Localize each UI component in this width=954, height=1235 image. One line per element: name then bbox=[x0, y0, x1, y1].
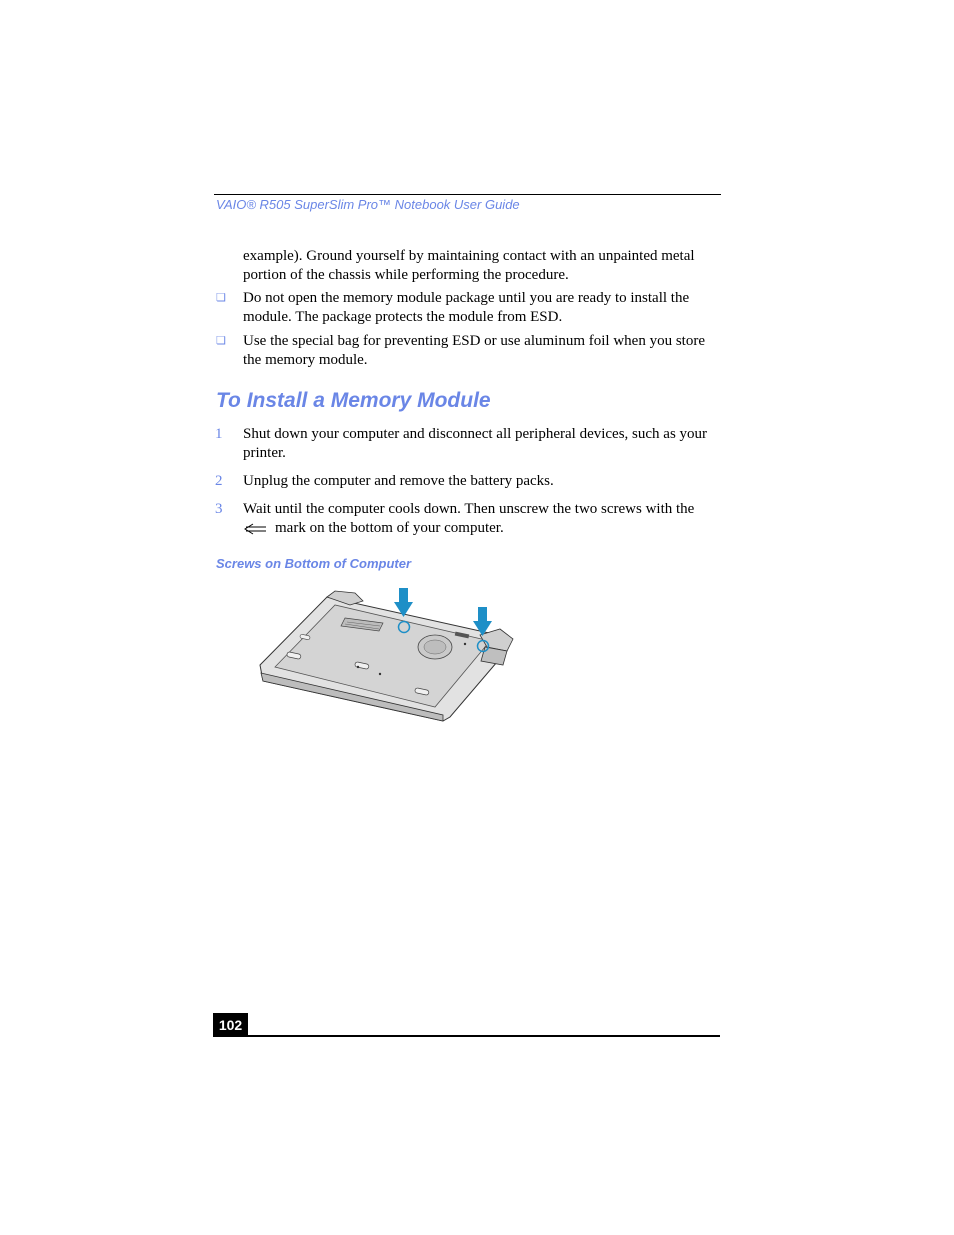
step-number: 2 bbox=[215, 473, 223, 489]
running-head: VAIO® R505 SuperSlim Pro™ Notebook User Guide bbox=[216, 197, 520, 212]
step-line-2: printer. bbox=[243, 445, 286, 461]
bullet-line-1: Do not open the memory module package until you are ready to install the bbox=[243, 290, 690, 306]
figure-caption: Screws on Bottom of Computer bbox=[216, 556, 412, 571]
bullet-line-1: Use the special bag for preventing ESD or use aluminum foil when you store bbox=[243, 333, 705, 349]
bullet-marker-icon: ❏ bbox=[216, 292, 226, 304]
section-title: To Install a Memory Module bbox=[216, 389, 491, 412]
step-line-2 bbox=[243, 519, 721, 538]
bullet-marker-icon: ❏ bbox=[216, 335, 226, 347]
intro-line-1: example). Ground yourself by maintaining contact with an unpainted metal bbox=[243, 248, 695, 264]
bullet-item bbox=[243, 289, 721, 327]
intro-paragraph bbox=[243, 247, 721, 285]
bullet-item bbox=[243, 332, 721, 370]
step-line-1: Shut down your computer and disconnect all peripheral devices, such as your bbox=[243, 426, 708, 442]
page-number: 102 bbox=[213, 1013, 248, 1037]
step-line-1: Wait until the computer cools down. Then unscrew the two screws with the bbox=[243, 501, 695, 517]
step-item bbox=[243, 425, 721, 463]
bullet-line-2: the memory module. bbox=[243, 352, 368, 368]
footer-rule bbox=[214, 1035, 720, 1037]
step-number: 1 bbox=[215, 426, 223, 442]
laptop-body bbox=[260, 591, 513, 721]
intro-line-2: portion of the chassis while performing the procedure. bbox=[243, 267, 569, 283]
header-rule bbox=[214, 194, 721, 195]
laptop-bottom-illustration bbox=[255, 585, 520, 725]
bullet-line-2: module. The package protects the module from ESD. bbox=[243, 309, 563, 325]
step-item bbox=[243, 500, 721, 538]
step-line-2-text: mark on the bottom of your computer. bbox=[275, 520, 504, 536]
step-number: 3 bbox=[215, 501, 223, 517]
screw-mark-arrow-icon bbox=[243, 523, 267, 535]
step-item bbox=[243, 472, 721, 491]
step-line-1: Unplug the computer and remove the battery packs. bbox=[243, 473, 554, 489]
